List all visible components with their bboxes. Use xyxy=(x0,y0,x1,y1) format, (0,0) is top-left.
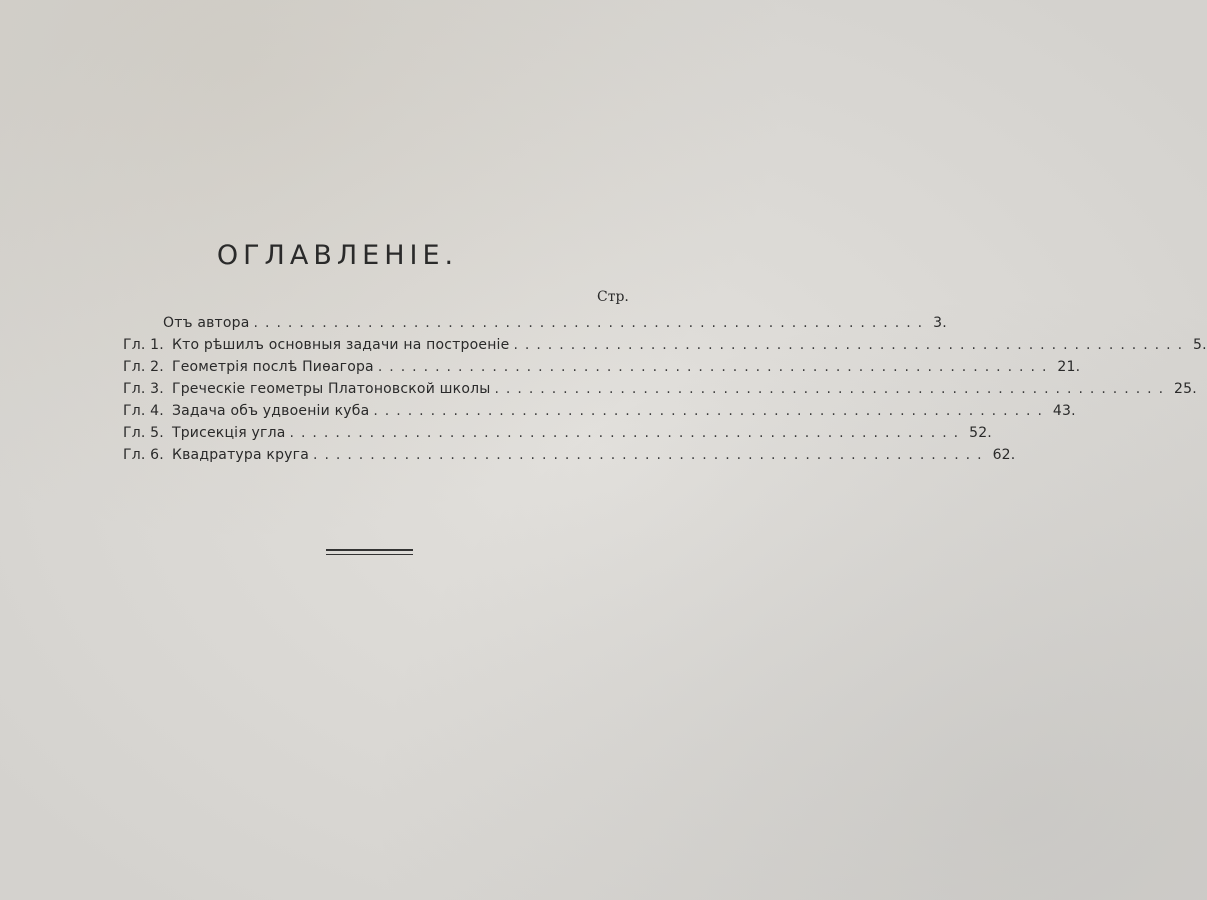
toc-entry-ch5 xyxy=(123,425,992,447)
dot-leader: ........................................................... xyxy=(313,447,989,463)
toc-chapter-number: Гл. 4. xyxy=(123,403,164,419)
toc-chapter-number: Гл. 5. xyxy=(123,425,164,441)
page-title: ОГЛАВЛЕНІЕ. xyxy=(216,240,459,271)
toc-chapter-number: Гл. 3. xyxy=(123,381,164,397)
dot-leader: ........................................................... xyxy=(253,315,930,331)
toc-entry-page: 52. xyxy=(969,425,992,441)
toc-entry-page: 3. xyxy=(933,315,947,331)
toc-entry-ch4 xyxy=(123,403,1076,425)
toc-entry-ch3 xyxy=(123,381,1197,403)
toc-entry-title: Отъ автора xyxy=(163,315,250,331)
toc-entry-title: Греческіе геометры Платоновской школы xyxy=(171,381,491,397)
dot-leader: ........................................................... xyxy=(373,403,1049,419)
toc-entry-ch1 xyxy=(123,337,1207,359)
page-column-label: Стр. xyxy=(597,289,629,305)
toc-entry-title: Трисекція угла xyxy=(171,425,286,441)
toc-entry-page: 43. xyxy=(1052,403,1076,419)
dot-leader: ........................................................... xyxy=(377,359,1054,375)
toc-entry-author xyxy=(163,315,947,337)
dot-leader: ........................................................... xyxy=(513,337,1190,353)
double-rule-divider xyxy=(326,549,413,555)
toc-entry-title: Геометрія послѣ Пиѳагора xyxy=(171,359,374,375)
dot-leader: ........................................................... xyxy=(494,381,1171,397)
toc-chapter-number: Гл. 2. xyxy=(123,359,164,375)
toc-entry-title: Квадратура круга xyxy=(171,447,309,463)
toc-entry-title: Задача объ удвоеніи куба xyxy=(171,403,370,419)
toc-chapter-number: Гл. 6. xyxy=(123,447,164,463)
toc-entry-title: Кто рѣшилъ основныя задачи на построеніе xyxy=(171,337,510,353)
dot-leader: ........................................................... xyxy=(289,425,966,441)
toc-entry-page: 5. xyxy=(1193,337,1207,353)
toc-entry-page: 25. xyxy=(1174,381,1197,397)
toc-entry-page: 62. xyxy=(992,447,1016,463)
toc-chapter-number: Гл. 1. xyxy=(123,337,164,353)
toc-entry-ch2 xyxy=(123,359,1081,381)
toc-entry-page: 21. xyxy=(1057,359,1081,375)
toc-entry-ch6 xyxy=(123,447,1016,469)
